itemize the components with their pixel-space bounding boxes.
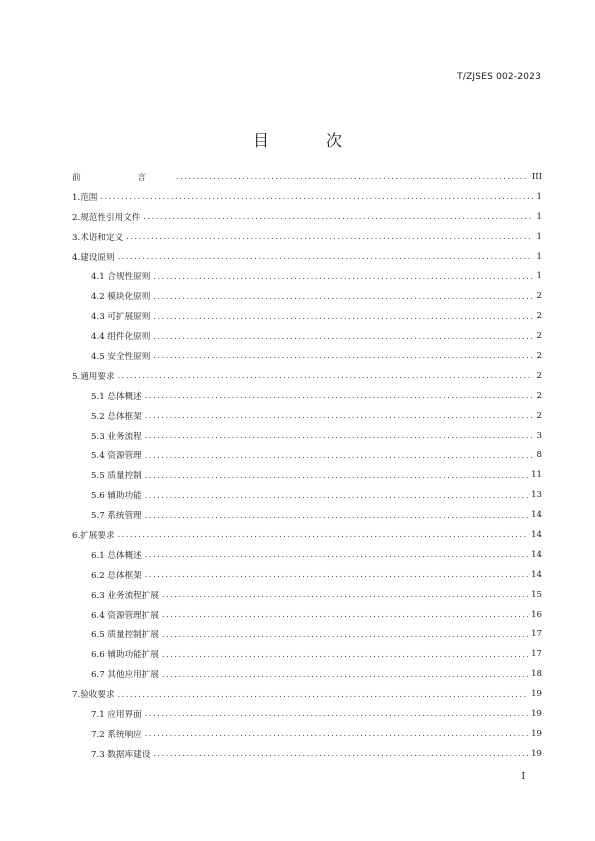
toc-entry-label: 3.术语和定义	[72, 232, 124, 243]
toc-entry-page: 14	[531, 510, 542, 521]
toc-entry-label: 5.3 业务流程	[91, 431, 142, 442]
toc-dot-leader	[153, 332, 533, 341]
toc-dot-leader	[162, 650, 528, 659]
toc-entry-page: 19	[531, 708, 542, 719]
toc-entry-label: 4.5 安全性原则	[91, 351, 151, 362]
toc-dot-leader	[145, 550, 528, 559]
toc-entry-label: 5.1 总体概述	[91, 391, 142, 402]
toc-dot-leader	[145, 511, 528, 520]
toc-entry-label: 6.扩展要求	[72, 530, 115, 541]
toc-entry[interactable]	[72, 724, 542, 744]
toc-dot-leader	[176, 172, 529, 181]
toc-dot-leader	[162, 610, 528, 619]
toc-entry-label: 4.4 组件化原则	[91, 332, 151, 343]
toc-entry[interactable]	[72, 346, 542, 366]
toc-entry-label: 4.1 合规性原则	[91, 272, 151, 283]
toc-entry[interactable]	[72, 306, 542, 326]
toc-dot-leader	[118, 371, 533, 380]
toc-entry-page: 14	[531, 569, 542, 580]
toc-entry[interactable]	[72, 465, 542, 485]
toc-entry[interactable]	[72, 406, 542, 426]
toc-dot-leader	[145, 570, 528, 579]
toc-entry-page: 14	[531, 529, 542, 540]
toc-entry-label: 6.3 业务流程扩展	[91, 590, 159, 601]
toc-entry[interactable]	[72, 247, 542, 267]
toc-entry-page: 18	[531, 669, 542, 680]
toc-entry-label: 5.2 总体框架	[91, 411, 142, 422]
toc-entry-label: 5.7 系统管理	[91, 511, 142, 522]
toc-entry[interactable]	[72, 286, 542, 306]
toc-dot-leader	[162, 630, 528, 639]
toc-dot-leader	[118, 530, 528, 539]
toc-entry-label: 4.2 模块化原则	[91, 292, 151, 303]
toc-entry[interactable]	[72, 624, 542, 644]
toc-entry-label: 7.3 数据库建设	[91, 749, 151, 760]
toc-entry-label: 6.6 辅助功能扩展	[91, 650, 159, 661]
toc-entry-label: 5.6 辅助功能	[91, 491, 142, 502]
toc-dot-leader	[118, 252, 533, 261]
toc-entry-page: 2	[536, 370, 542, 381]
toc-entry[interactable]	[72, 366, 542, 386]
toc-entry-page: 2	[536, 291, 542, 302]
toc-entry-page: 17	[531, 649, 542, 660]
toc-entry-label: 6.5 质量控制扩展	[91, 630, 159, 641]
toc-entry-page: 19	[531, 748, 542, 759]
toc-entry-page: 1	[536, 191, 542, 202]
toc-entry-label: 6.7 其他应用扩展	[91, 670, 159, 681]
toc-entry-page: 14	[531, 549, 542, 560]
toc-entry-label: 5.通用要求	[72, 371, 115, 382]
toc-entry[interactable]	[72, 326, 542, 346]
toc-entry[interactable]	[72, 525, 542, 545]
page-number: I	[521, 772, 525, 782]
toc-entry[interactable]	[72, 426, 542, 446]
toc-entry-label: 4.3 可扩展原则	[91, 312, 151, 323]
toc-entry-page: 2	[536, 311, 542, 322]
toc-dot-leader	[145, 431, 533, 440]
toc-entry-page: 11	[531, 470, 542, 481]
toc-entry-page: 16	[531, 609, 542, 620]
toc-entry[interactable]	[72, 167, 542, 187]
toc-entry-label: 2.规范性引用文件	[72, 212, 141, 223]
toc-entry-page: 1	[536, 211, 542, 222]
toc-entry-page: 3	[536, 430, 542, 441]
toc-entry-page: 2	[536, 331, 542, 342]
toc-entry[interactable]	[72, 445, 542, 465]
toc-entry[interactable]	[72, 565, 542, 585]
toc-entry-page: 17	[531, 629, 542, 640]
toc-dot-leader	[153, 312, 533, 321]
toc-entry-label: 1.范围	[72, 192, 98, 203]
toc-dot-leader	[153, 749, 528, 758]
toc-entry-page: 19	[531, 689, 542, 700]
toc-dot-leader	[145, 471, 528, 480]
toc-dot-leader	[145, 729, 528, 738]
toc-entry[interactable]	[72, 227, 542, 247]
toc-entry-page: 1	[536, 271, 542, 282]
toc-dot-leader	[162, 590, 528, 599]
toc-dot-leader	[126, 232, 533, 241]
toc-entry[interactable]	[72, 187, 542, 207]
toc-entry[interactable]	[72, 704, 542, 724]
toc-entry[interactable]	[72, 684, 542, 704]
table-of-contents	[72, 167, 542, 764]
toc-entry-page: 2	[536, 390, 542, 401]
toc-entry[interactable]	[72, 585, 542, 605]
toc-dot-leader	[145, 451, 533, 460]
toc-entry[interactable]	[72, 485, 542, 505]
toc-entry[interactable]	[72, 266, 542, 286]
toc-entry[interactable]	[72, 605, 542, 625]
toc-entry-label: 前 言	[72, 172, 173, 183]
toc-entry-page: 1	[536, 251, 542, 262]
toc-entry-label: 6.2 总体框架	[91, 570, 142, 581]
toc-dot-leader	[145, 411, 533, 420]
toc-entry-label: 7.2 系统响应	[91, 729, 142, 740]
toc-dot-leader	[162, 670, 528, 679]
toc-entry-page: 2	[536, 410, 542, 421]
toc-entry-page: 1	[536, 231, 542, 242]
toc-dot-leader	[153, 272, 533, 281]
toc-entry-label: 7.验收要求	[72, 690, 115, 701]
toc-entry[interactable]	[72, 386, 542, 406]
toc-entry-page: 13	[531, 490, 542, 501]
toc-dot-leader	[118, 690, 528, 699]
toc-entry-label: 5.5 质量控制	[91, 471, 142, 482]
toc-entry[interactable]	[72, 664, 542, 684]
toc-entry[interactable]	[72, 207, 542, 227]
toc-entry-page: 8	[536, 450, 542, 461]
toc-dot-leader	[145, 391, 533, 400]
toc-entry-page: 15	[531, 589, 542, 600]
toc-dot-leader	[145, 491, 528, 500]
toc-entry[interactable]	[72, 644, 542, 664]
toc-dot-leader	[153, 351, 533, 360]
toc-dot-leader	[153, 292, 533, 301]
toc-entry-label: 7.1 应用界面	[91, 709, 142, 720]
toc-entry-page: 2	[536, 350, 542, 361]
toc-dot-leader	[100, 192, 533, 201]
toc-dot-leader	[145, 709, 528, 718]
toc-entry-page: 19	[531, 728, 542, 739]
toc-entry[interactable]	[72, 744, 542, 764]
toc-entry-label: 4.建设原则	[72, 252, 115, 263]
toc-entry-page: III	[531, 171, 542, 182]
toc-entry-label: 6.4 资源管理扩展	[91, 610, 159, 621]
page-title: 目 次	[252, 131, 369, 150]
toc-entry[interactable]	[72, 505, 542, 525]
toc-entry-label: 5.4 资源管理	[91, 451, 142, 462]
document-code: T/ZJSES 002-2023	[457, 72, 541, 82]
toc-entry-label: 6.1 总体概述	[91, 550, 142, 561]
toc-entry[interactable]	[72, 545, 542, 565]
toc-dot-leader	[143, 212, 533, 221]
